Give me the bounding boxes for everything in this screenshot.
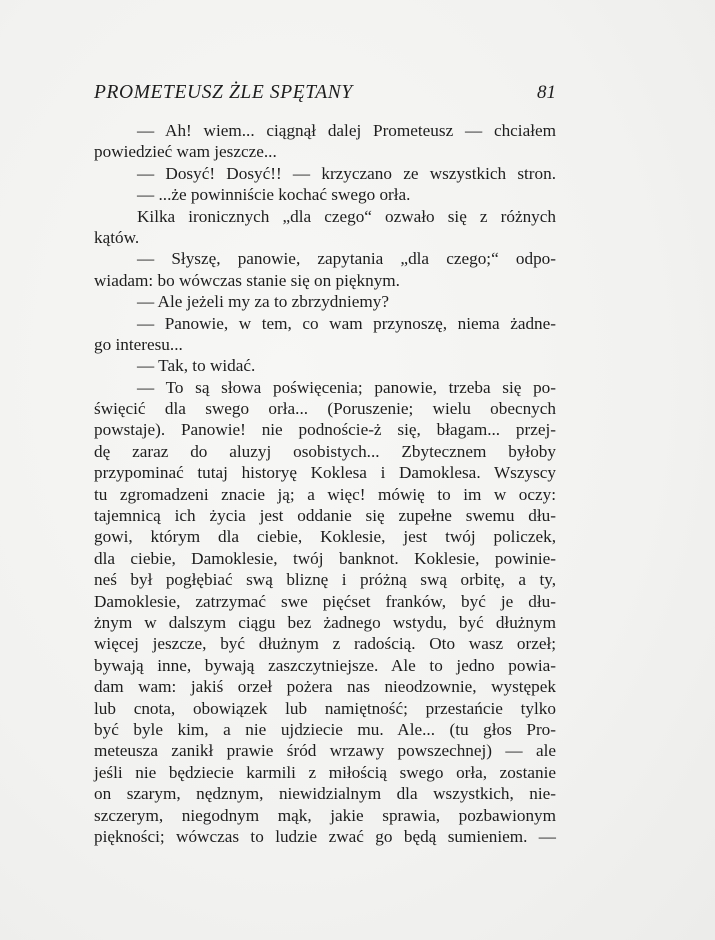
text-line: przypominać tutaj historyę Koklesa i Damoklesa. Wszyscy: [94, 463, 556, 483]
text-line: — Tak, to widać.: [137, 356, 256, 376]
text-line: szczerym, niegodnym mąk, jakie sprawia, pozbawionym: [94, 805, 556, 825]
text-line: go interesu...: [94, 334, 183, 354]
text-line: Damoklesie, zatrzymać swe pięćset franków, być je dłu-: [94, 591, 556, 611]
text-line: bywają inne, bywają zaszczytniejsze. Ale to jedno powia-: [94, 655, 556, 675]
running-title: PROMETEUSZ ŻLE SPĘTANY: [94, 82, 353, 103]
text-line: więcej jeszcze, być dłużnym z radością. Oto wasz orzeł;: [94, 634, 556, 654]
text-line: piękności; wówczas to ludzie zwać go będą sumieniem. —: [94, 826, 556, 846]
text-line: — To są słowa poświęcenia; panowie, trzeba się po-: [137, 377, 556, 397]
text-line: — Ale jeżeli my za to zbrzydniemy?: [137, 292, 389, 312]
text-line: — Ah! wiem... ciągnął dalej Prometeusz — chciałem: [137, 121, 556, 140]
text-line: — Dosyć! Dosyć!! — krzyczano ze wszystkich stron.: [137, 163, 556, 183]
text-line: meteusza zanikł prawie śród wrzawy powszechnej) — ale: [94, 741, 556, 761]
text-line: on szarym, nędznym, niewidzialnym dla wszystkich, nie-: [94, 784, 556, 804]
text-line: gowi, którym dla ciebie, Koklesie, jest twój policzek,: [94, 527, 556, 547]
text-line: lub cnota, obowiązek lub namiętność; przestańcie tylko: [94, 698, 556, 718]
text-line: kątów.: [94, 227, 140, 247]
text-line: wiadam: bo wówczas stanie się on pięknym.: [94, 270, 400, 290]
text-line: żnym w dalszym ciągu bez żadnego wstydu, być dłużnym: [94, 612, 556, 632]
page-header: [94, 82, 556, 108]
text-line: tajemnicą ich życia jest oddanie się zupełne swemu dłu-: [94, 506, 556, 526]
text-line: dla ciebie, Damoklesie, twój banknot. Koklesie, powinie-: [94, 548, 556, 568]
text-line: — Panowie, w tem, co wam przynoszę, niema żadne-: [137, 313, 556, 333]
text-line: powiedzieć wam jeszcze...: [94, 142, 277, 162]
text-line: dam wam: jakiś orzeł pożera nas nieodzownie, występek: [94, 677, 556, 697]
text-line: — ...że powinniście kochać swego orła.: [137, 185, 411, 205]
text-line: Kilka ironicznych „dla czego“ ozwało się z różnych: [137, 206, 556, 226]
text-line: neś był pogłębiać swą bliznę i próżną swą orbitę, a ty,: [94, 570, 556, 590]
text-line: powstaje). Panowie! nie podnoście-ż się, błagam... przej-: [94, 420, 556, 440]
text-line: dę zaraz do aluzyj osobistych... Zbytecznem byłoby: [94, 441, 556, 461]
text-line: święcić dla swego orła... (Poruszenie; wielu obecnych: [94, 399, 556, 419]
text-line: być byle kim, a nie ujdziecie mu. Ale... (tu głos Pro-: [94, 719, 556, 739]
text-line: jeśli nie będziecie karmili z miłością swego orła, zostanie: [94, 762, 556, 782]
text-line: — Słyszę, panowie, zapytania „dla czego;“ odpo-: [137, 249, 556, 269]
page-number: 81: [537, 82, 556, 103]
text-line: tu zgromadzeni znacie ją; a więc! mówię to im w oczy:: [94, 484, 556, 504]
body-text: [94, 120, 556, 847]
